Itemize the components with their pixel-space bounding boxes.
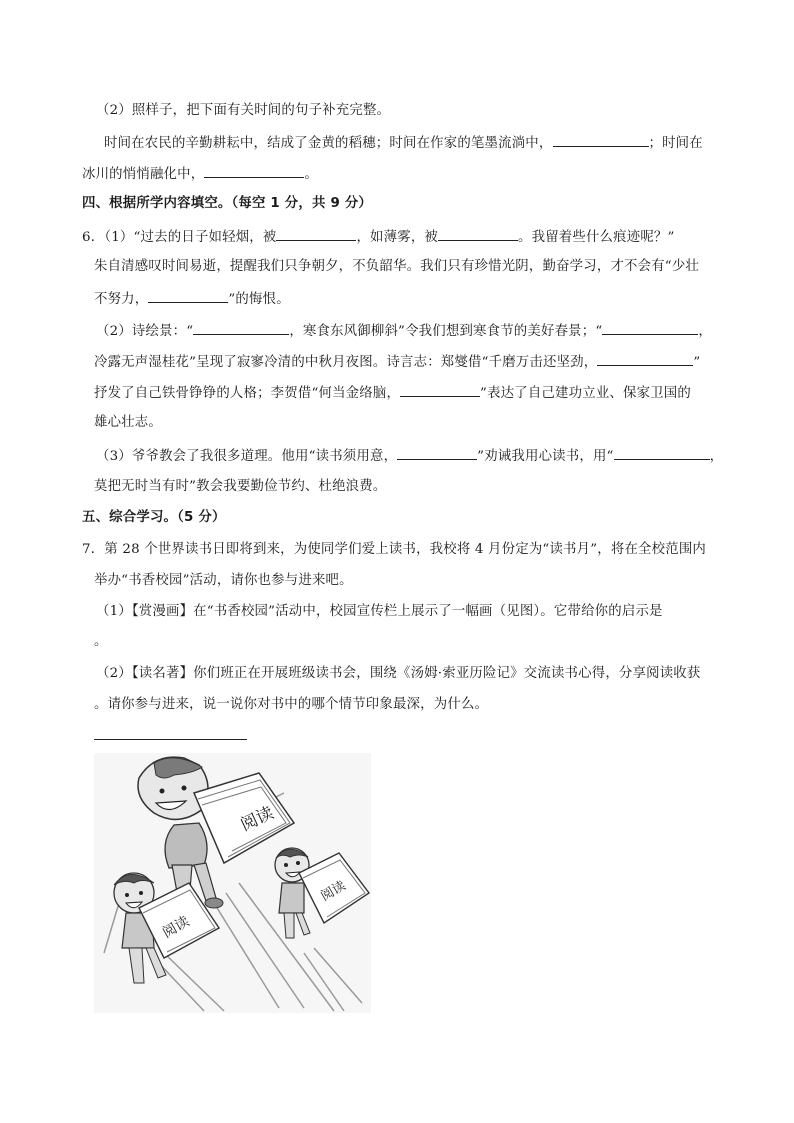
q5-2-line2 [82,163,318,185]
answer-line[interactable] [94,739,247,740]
q7-2-line2: 。请你参与进来，说一说你对书中的哪个情节印象最深，为什么。 [94,697,489,712]
q6-1-line2: 朱自清感叹时间易逝，提醒我们只争朝夕，不负韶华。我们只有珍惜光阴，勤奋学习，才不会有“少壮 [94,259,700,274]
q5-2-line1 [104,132,703,154]
answer-blank[interactable] [438,226,518,241]
answer-blank[interactable] [400,382,480,397]
answer-blank[interactable] [614,445,710,460]
answer-blank[interactable] [204,163,304,178]
q6-2-text-c: ， [698,324,712,339]
answer-blank[interactable] [148,288,228,303]
q6-1-line1 [82,226,675,248]
section5-heading: 五、综合学习。（5 分） [82,510,226,525]
answer-blank[interactable] [193,320,289,335]
answer-blank[interactable] [397,445,477,460]
answer-blank[interactable] [276,226,356,241]
q5-2-line1-text-a: 时间在农民的辛勤耕耘中，结成了金黄的稻穗；时间在作家的笔墨流淌中， [104,136,553,151]
reading-cartoon [94,753,371,1013]
child-right [275,848,310,938]
q6-3-text-b: ”劝诫我用心读书，用“ [477,449,614,464]
q6-2-line2-text-a: 冷露无声湿桂花”呈现了寂寥冷清的中秋月夜图。诗言志：郑燮借“千磨万击还坚劲， [94,355,598,370]
book-label: 阅读 [318,878,349,905]
q6-2-line4: 雄心壮志。 [94,415,162,430]
book-large [194,773,294,863]
q6-2-line3-text-b: ”表达了自己建功立业、保家卫国的 [480,386,691,401]
reading-cartoon-svg [94,753,371,1013]
q7-line1: 7．第 28 个世界读书日即将到来，为使同学们爱上读书，我校将 4 月份定为“读书月”，将在全校范围内 [82,542,707,557]
q7-1-line1: （1）【赏漫画】在“书香校园”活动中，校园宣传栏上展示了一幅画（见图）。它带给你的启示是 [96,604,663,619]
q5-2-line2-text-b: 。 [304,167,318,182]
q5-2-line2-text-a: 冰川的悄悄融化中， [82,167,205,182]
q6-1-line3-text-a: 不努力， [94,292,149,307]
q6-1-text-b: ，如薄雾，被 [356,230,439,245]
answer-blank[interactable] [602,320,698,335]
q6-3-line1 [96,445,723,467]
q6-3-line2: 莫把无时当有时”教会我要勤俭节约、杜绝浪费。 [94,479,387,494]
q6-2-line1 [96,320,712,342]
q6-2-line3-text-a: 抒发了自己铁骨铮铮的人格；李贺借“何当金络脑， [94,386,401,401]
book-label: 阅读 [160,913,193,942]
q7-line2: 举办“书香校园”活动，请你也参与进来吧。 [94,573,353,588]
q5-2-line1-text-b: ；时间在 [648,136,703,151]
q6-2-line2 [94,351,700,373]
q6-3-text-c: ， [709,449,724,464]
q6-2-text-b: ，寒食东风御柳斜”令我们想到寒食节的美好春景；“ [289,324,603,339]
answer-blank[interactable] [597,351,693,366]
book-label: 阅读 [237,803,277,836]
section4-heading: 四、根据所学内容填空。（每空 1 分，共 9 分） [82,196,373,211]
q6-2-line3 [94,382,691,404]
q7-2-line1: （2）【读名著】你们班正在开展班级读书会，围绕《汤姆·索亚历险记》交流读书心得，分享阅读收获 [96,666,701,681]
q6-1-line3-text-b: ”的悔恨。 [228,292,290,307]
q5-2-prompt: （2）照样子，把下面有关时间的句子补充完整。 [96,103,391,118]
q6-2-line2-text-b: ” [693,355,701,370]
q7-1-line2: 。 [94,634,108,649]
q6-1-text-a: 6．（1）“过去的日子如轻烟，被 [82,230,277,245]
q6-3-text-a: （3）爷爷教会了我很多道理。他用“读书须用意， [96,449,398,464]
answer-blank[interactable] [553,132,649,147]
q6-1-text-c: 。我留着些什么痕迹呢？” [518,230,675,245]
q6-1-line3 [94,288,290,310]
q6-2-text-a: （2）诗绘景：“ [96,324,194,339]
